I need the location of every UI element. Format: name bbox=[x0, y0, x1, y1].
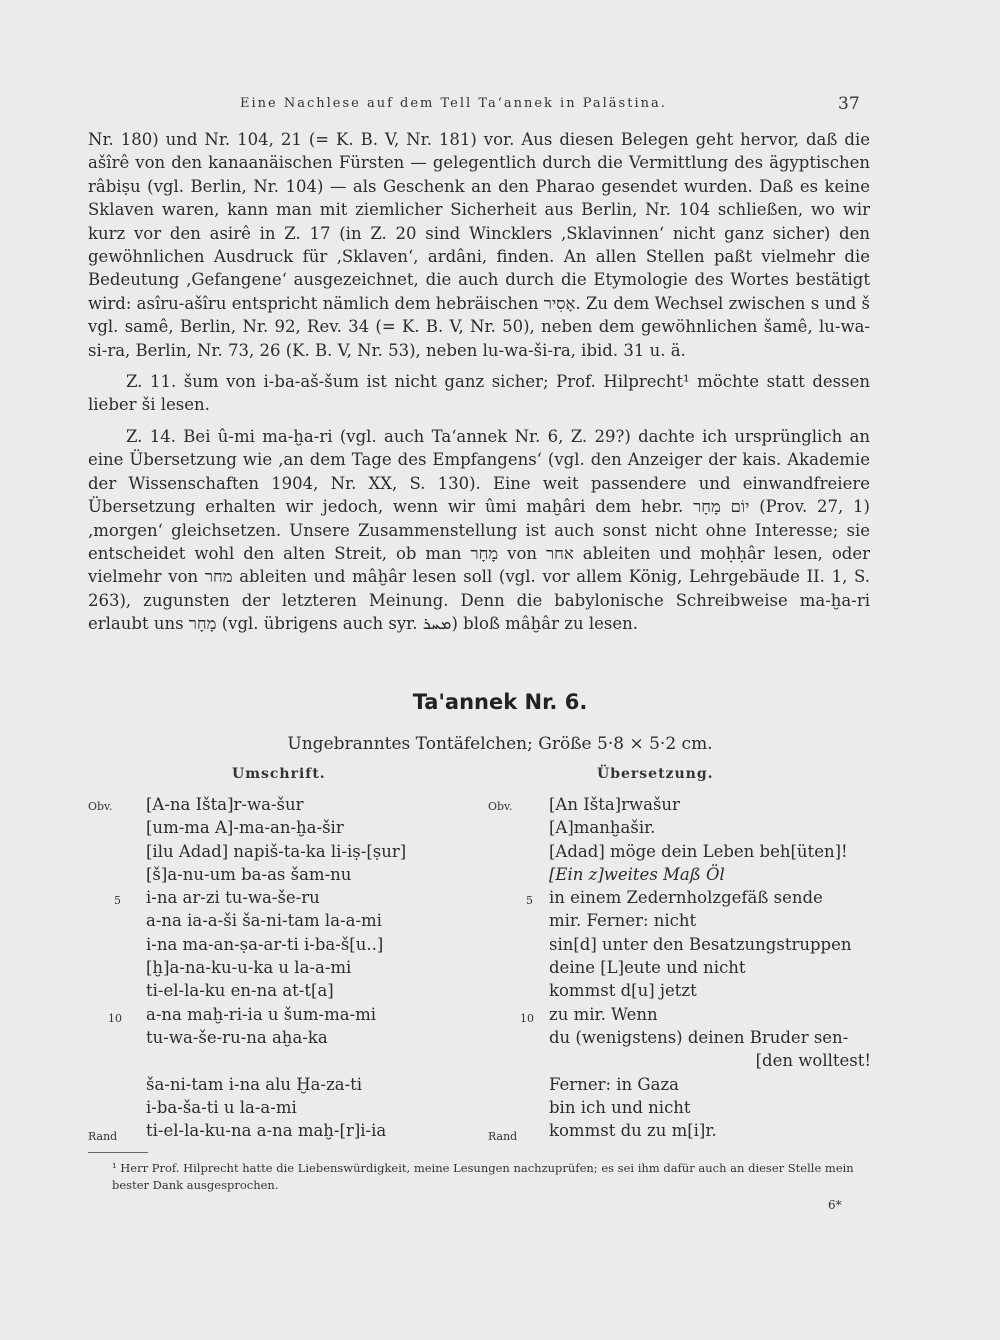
translation-header: Übersetzung. bbox=[597, 766, 714, 782]
edge-label: Rand bbox=[488, 1130, 518, 1143]
translation-line: kommst d[u] jetzt bbox=[549, 981, 697, 1001]
translation-line: zu mir. Wenn bbox=[549, 1004, 658, 1024]
translation-line: deine [L]eute und nicht bbox=[549, 958, 746, 978]
edge-label: Rand bbox=[88, 1130, 118, 1143]
translation-line: in einem Zedernholzgefäß sende bbox=[549, 888, 823, 908]
line-number-10: 10 bbox=[520, 1012, 534, 1025]
obverse-label: Obv. bbox=[88, 800, 113, 813]
paragraph: Nr. 180) und Nr. 104, 21 (= K. B. V, Nr. 181) vor. Aus diesen Belegen geht hervor, daß die ašîrê von den kanaanäischen Fürsten — gelegentlich durch die Vermittlung des ägyptischen râbiṣu (vgl. Berlin, Nr. 104) — als Geschenk an den Pharao gesendet wurden. Daß es keine Sklaven waren, kann man mit ziemlicher Sicherheit aus Berlin, Nr. 104 schließen, wo wir kurz vor den asirê in Z. 17 (in Z. 20 sind Wincklers ‚Sklavinnen‘ nicht ganz sicher) den gewöhnlichen Ausdruck für ‚Sklaven‘, ardâni, finden. An allen Stellen paßt vielmehr die Bedeutung ‚Gefangene‘ ausgezeichnet, die auch durch die Etymologie des Wortes bestätigt wird: asîru-ašîru entspricht nämlich dem hebräischen אָסִיר. Zu dem Wechsel zwischen s und š vgl. samê, Berlin, Nr. 92, Rev. 34 (= K. B. V, Nr. 50), neben dem gewöhnlichen šamê, lu-wa-si-ra, Berlin, Nr. 73, 26 (K. B. V, Nr. 53), neben lu-wa-ši-ra, ibid. 31 u. ä. bbox=[88, 130, 870, 360]
transliteration-line: [ilu Adad] napiš-ta-ka li-iṣ-[ṣur] bbox=[146, 841, 407, 861]
transliteration-line: a-na ia-a-ši ša-ni-tam la-a-mi bbox=[146, 911, 382, 931]
page-number: 37 bbox=[838, 94, 860, 114]
transliteration-line: tu-wa-še-ru-na aḫa-ka bbox=[146, 1027, 328, 1047]
section-subtitle: Ungebranntes Tontäfelchen; Größe 5·8 × 5·2 cm. bbox=[287, 734, 713, 754]
transliteration-line: [A-na Išta]r-wa-šur bbox=[146, 795, 304, 814]
transliteration-header: Umschrift. bbox=[232, 766, 326, 782]
translation-line: Ferner: in Gaza bbox=[549, 1074, 679, 1094]
translation-line: [Ein z]weites Maß Öl bbox=[549, 864, 725, 884]
translation-line: du (wenigstens) deinen Bruder sen- bbox=[549, 1027, 849, 1047]
blank-line bbox=[146, 1049, 476, 1072]
footnote-rule bbox=[88, 1152, 148, 1153]
translation-line: kommst du zu m[i]r. bbox=[549, 1121, 717, 1141]
transliteration-line: i-na ma-an-ṣa-ar-ti i-ba-š[u..] bbox=[146, 934, 384, 954]
translation-line: sin[d] unter den Besatzungstruppen bbox=[549, 934, 852, 954]
translation-line: mir. Ferner: nicht bbox=[549, 911, 697, 931]
signature-mark: 6* bbox=[828, 1198, 842, 1212]
line-number-5: 5 bbox=[114, 894, 121, 907]
body-text bbox=[88, 128, 870, 644]
transliteration-line: ti-el-la-ku-na a-na maḫ-[r]i-ia bbox=[146, 1121, 387, 1141]
footnote: ¹ Herr Prof. Hilprecht hatte die Liebenswürdigkeit, meine Lesungen nachzuprüfen; es sei ihm dafür auch an dieser Stelle mein bester Dank ausgesprochen. bbox=[112, 1161, 854, 1192]
translation-line: bin ich und nicht bbox=[549, 1097, 691, 1117]
translation-line: [A]manḫašir. bbox=[549, 818, 656, 838]
transliteration-column bbox=[146, 793, 476, 1142]
transliteration-line: ti-el-la-ku en-na at-t[a] bbox=[146, 981, 334, 1001]
transliteration-line: [š]a-nu-um ba-as šam-nu bbox=[146, 864, 352, 884]
transliteration-line: i-ba-ša-ti u la-a-mi bbox=[146, 1097, 297, 1117]
transliteration-line: ša-ni-tam i-na alu Ḫa-za-ti bbox=[146, 1074, 363, 1094]
line-number-5: 5 bbox=[526, 894, 533, 907]
line-number-10: 10 bbox=[108, 1012, 122, 1025]
transliteration-line: a-na maḫ-ri-ia u šum-ma-mi bbox=[146, 1004, 377, 1024]
running-head: Eine Nachlese auf dem Tell Ta‘annek in Palästina. bbox=[240, 96, 667, 111]
transliteration-line: i-na ar-zi tu-wa-še-ru bbox=[146, 888, 320, 908]
transliteration-line: [um-ma A]-ma-an-ḫa-šir bbox=[146, 818, 344, 838]
translation-line: [Adad] möge dein Leben beh[üten]! bbox=[549, 841, 848, 861]
transliteration-line: [ḫ]a-na-ku-u-ka u la-a-mi bbox=[146, 958, 352, 978]
obverse-label: Obv. bbox=[488, 800, 513, 813]
translation-line: [den wolltest! bbox=[755, 1051, 871, 1071]
paragraph: Z. 11. šum von i-ba-aš-šum ist nicht ganz sicher; Prof. Hilprecht¹ möchte statt dessen lieber ši lesen. bbox=[88, 372, 870, 415]
section-title: Ta'annek Nr. 6. bbox=[412, 690, 588, 714]
paragraph: Z. 14. Bei û-mi ma-ḫa-ri (vgl. auch Ta‘annek Nr. 6, Z. 29?) dachte ich ursprünglich an eine Übersetzung wie ‚an dem Tage des Empfangens‘ (vgl. den Anzeiger der kais. Akademie der Wissenschaften 1904, Nr. XX, S. 130). Eine weit passendere und einwandfreiere Übersetzung erhalten wir jedoch, wenn wir ûmi maḫâri dem hebr. יוֹם מָחָר (Prov. 27, 1) ‚morgen‘ gleichsetzen. Unsere Zusammenstellung ist auch sonst nicht ohne Interesse; sie entscheidet wohl den alten Streit, ob man מָחָר von אחר ableiten und moḥḥâr lesen, oder vielmehr von מחר ableiten und mâḫâr lesen soll (vgl. vor allem König, Lehrgebäude II. 1, S. 263), zugunsten der letzteren Meinung. Denn die babylonische Schreibweise ma-ḫa-ri erlaubt uns מָחָר (vgl. übrigens auch syr. ܡܚܪ) bloß mâḫâr zu lesen. bbox=[88, 426, 870, 634]
translation-column bbox=[549, 793, 871, 1142]
translation-line: [An Išta]rwašur bbox=[549, 795, 680, 814]
